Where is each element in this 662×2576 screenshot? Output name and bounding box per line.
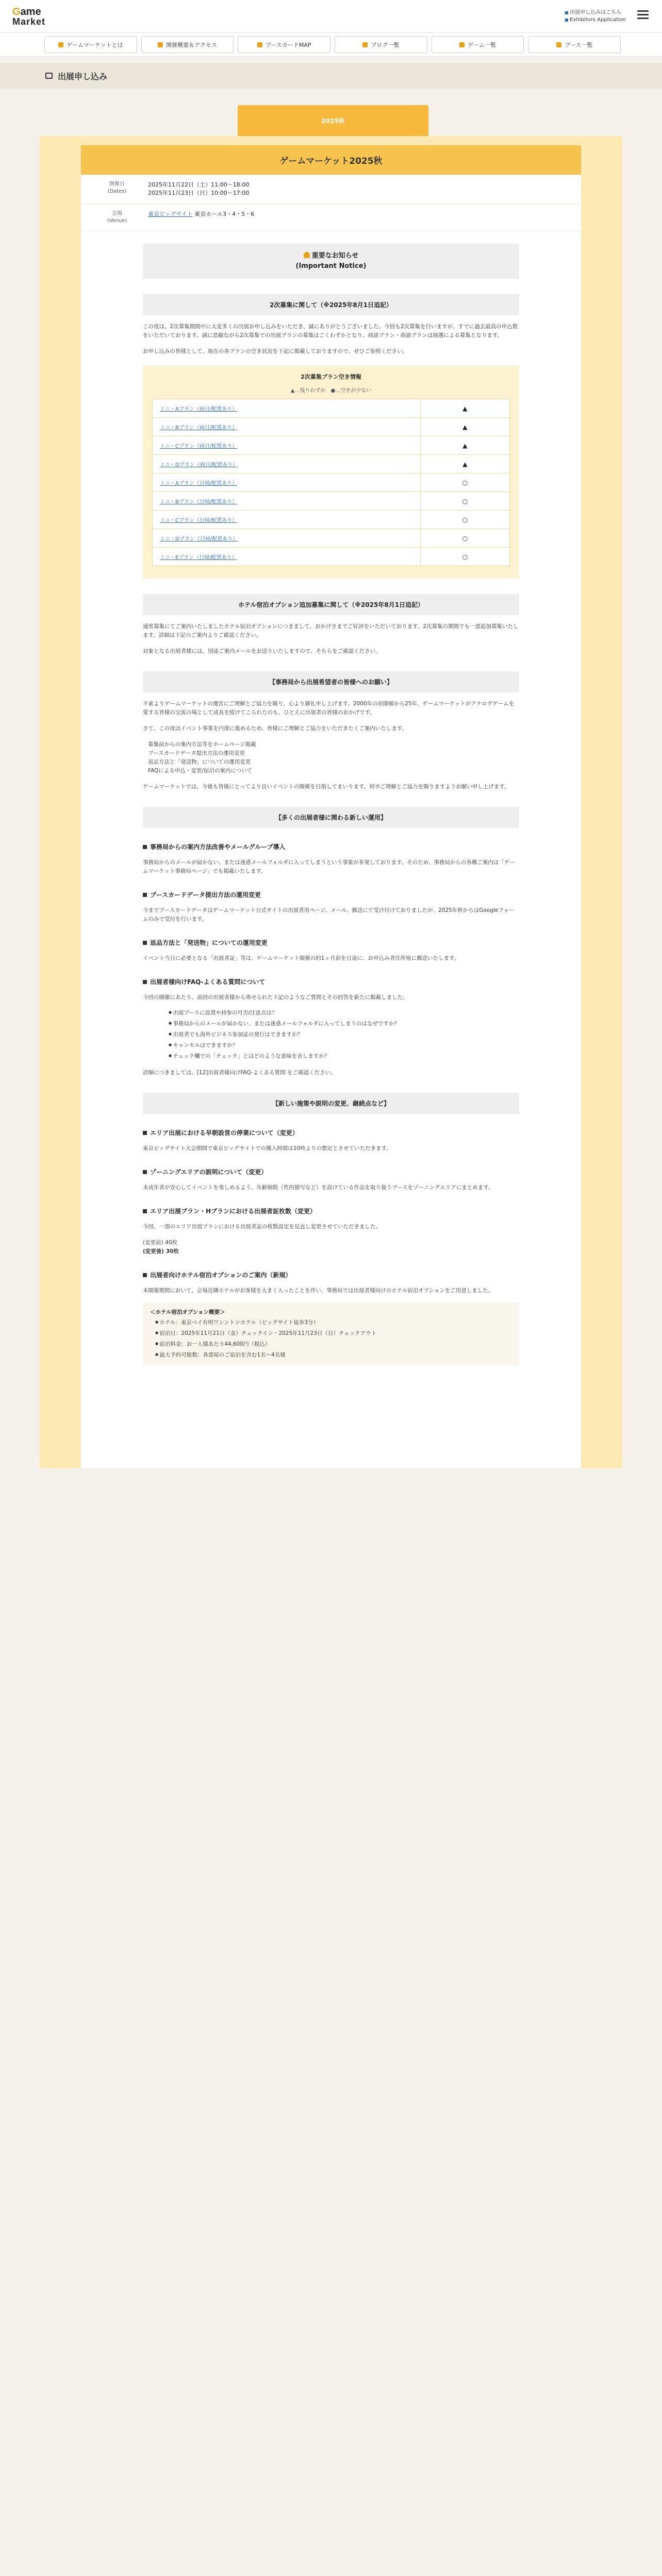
paragraph: 東京ビッグサイト大会期間で東京ビッグサイトでの搬入時間は10時よりの想定とさせていただきます。 bbox=[143, 1145, 392, 1151]
paragraph: ゲームマーケットでは、今後も皆様にとってより良いイベントの開催を目指してまいります。何卒ご理解とご協力を賜りますようお願い申し上げます。 bbox=[143, 784, 510, 790]
paragraph: お申し込みの皆様として、現在の各プランの空き状況を下記に掲載しておりますので、ぜひご参照ください。 bbox=[143, 348, 408, 354]
faq-item: ● 出展者でも海外ビジネス参加証の発行はできますか？ bbox=[169, 1029, 519, 1040]
site-header bbox=[0, 0, 662, 33]
section-heading: 【新しい施策や説明の変更、継続点など】 bbox=[143, 1093, 519, 1114]
page-title: 出展申し込み bbox=[58, 71, 108, 81]
tab-2025-autumn[interactable]: 2025秋 bbox=[238, 105, 428, 136]
hotel-item: ● 宿泊料金：お一人様あたり44,600円（税込） bbox=[155, 1338, 512, 1349]
list-item: ブースカードデータ提出方法の運用変更 bbox=[148, 750, 245, 756]
plan-table bbox=[152, 399, 510, 566]
faq-item: ● 出展ブースに設置や持参の可否/注意点は？ bbox=[169, 1007, 519, 1018]
list-item: 返品方法と「発送物」についての運用変更 bbox=[148, 759, 251, 765]
paragraph: この度は、2次募集期間中に大変多くの出展お申し込みをいただき、誠にありがとうございました。今回も2次募集を行いますが、すでに過去最高の申込数をいただいております。誠に恐縮ながら2次募集での出展プランの募集はごくわずかとなり、商談プラン・商談プランは抽選による募集となります。 bbox=[143, 324, 518, 338]
subheading: エリア出展プラン・Hプランにおける出展者証枚数（変更） bbox=[143, 1207, 519, 1215]
section-second-recruitment bbox=[143, 294, 519, 579]
list-item: FAQによる申込・変更/宿泊の案内について bbox=[148, 768, 253, 774]
plan-link[interactable]: ミニ・Dプラン（日帰/配置あり） bbox=[153, 529, 421, 548]
table-row bbox=[153, 455, 510, 473]
plan-availability-box bbox=[143, 365, 519, 579]
table-row bbox=[153, 548, 510, 566]
paragraph: 今までブースカードデータはゲームマーケット公式サイトの出展者用ページ、メール、郵送にて受け付けておりましたが、2025年秋からはGoogleフォームのみで受付を行います。 bbox=[143, 907, 515, 922]
venue-halls: 東京ホール3・4・5・6 bbox=[194, 211, 255, 217]
subheading: 出展者様向けFAQ-よくある質問について bbox=[143, 977, 519, 986]
date-value: 2025年11月22日（土）11:00～18:00 bbox=[148, 181, 250, 188]
plan-status: ○ bbox=[420, 548, 509, 566]
section-request bbox=[143, 671, 519, 791]
logo-initial: G bbox=[12, 6, 21, 18]
table-row bbox=[153, 529, 510, 548]
subheading: 出展者向けホテル宿泊オプションのご案内（新規） bbox=[143, 1270, 519, 1279]
site-logo[interactable] bbox=[12, 5, 69, 28]
notice-title: 重要なお知らせ bbox=[311, 252, 359, 260]
plan-status: ○ bbox=[420, 492, 509, 511]
table-row bbox=[153, 399, 510, 418]
plan-link[interactable]: ミニ・Dプラン（両日/配置あり） bbox=[153, 455, 421, 473]
section-heading: 【事務局から出展希望者の皆様へのお願い】 bbox=[143, 671, 519, 692]
dates-label: 開催日 (Dates) bbox=[107, 181, 127, 194]
table-row bbox=[153, 492, 510, 511]
main-content bbox=[40, 89, 622, 1468]
table-row bbox=[153, 511, 510, 529]
logo-word-1: ame bbox=[20, 6, 41, 18]
main-nav bbox=[0, 33, 662, 57]
nav-label: ブース一覧 bbox=[565, 41, 593, 48]
nav-label: ブログ一覧 bbox=[371, 41, 400, 48]
plan-status: ○ bbox=[420, 473, 509, 492]
bell-icon bbox=[304, 252, 310, 258]
paragraph: 平素よりゲームマーケットの運営にご理解とご協力を賜り、心より御礼申し上げます。2000年の初開催から25年、ゲームマーケットがアナログゲームを愛する皆様の交流の場として成長を続けてこられたのも、ひとえに出展者の皆様のおかげです。 bbox=[143, 701, 515, 716]
venue-label: 会場 (Venue) bbox=[107, 211, 127, 224]
list-item: 募集前からの案内方法等をホームページ掲載 bbox=[148, 741, 256, 748]
hotel-item: ● 最大予約可能数：各部屋のご宿泊を含む1名～4名様 bbox=[155, 1349, 512, 1360]
nav-label: ゲーム一覧 bbox=[468, 41, 496, 48]
paragraph: 今回の開催にあたり、前回の出展者様から寄せられた下記のようなご質問とその回答を新たに掲載しました。 bbox=[143, 994, 408, 1001]
map-icon bbox=[257, 42, 262, 47]
section-new-operations bbox=[143, 807, 519, 1077]
dice-icon bbox=[459, 42, 465, 47]
nav-blogs[interactable] bbox=[335, 36, 427, 53]
list-item: (変更後) 30枚 bbox=[143, 1248, 179, 1255]
table-row bbox=[153, 436, 510, 455]
hamburger-menu-icon[interactable] bbox=[637, 10, 649, 20]
faq-note[interactable]: 詳細につきましては、[12]出展者様向けFAQ-よくある質問 をご確認ください。 bbox=[143, 1070, 336, 1076]
subheading: 返品方法と「発送物」についての運用変更 bbox=[143, 938, 519, 947]
notice-subtitle: (Important Notice) bbox=[295, 262, 367, 270]
nav-label: ゲームマーケットとは bbox=[67, 41, 123, 48]
venue-link[interactable]: 東京ビッグサイト bbox=[148, 211, 193, 217]
application-panel bbox=[40, 136, 622, 1468]
list-item: (変更前) 40枚 bbox=[143, 1240, 177, 1246]
section-heading: ホテル宿泊オプション追加募集に関して（※2025年8月1日追記） bbox=[143, 594, 519, 615]
date-value: 2025年11月23日（日）10:00～17:00 bbox=[148, 190, 250, 196]
nav-label: ブースカードMAP bbox=[265, 41, 311, 48]
faq-item: ● チェック欄での「チェック」とはどのような意味を表しますか？ bbox=[169, 1050, 519, 1061]
nav-booths[interactable] bbox=[528, 36, 621, 53]
paragraph: 今回、一部のエリア出展プランにおける出展者証の枚数設定を見直し変更させていただきました。 bbox=[143, 1224, 381, 1230]
paragraph: 未成年者が安心してイベントを楽しめるよう、年齢制限（性的描写など）を設けている作品を取り扱うブースをゾーニングエリアにまとめます。 bbox=[143, 1184, 494, 1191]
logo-word-2: Market bbox=[12, 16, 46, 27]
nav-about[interactable] bbox=[44, 36, 137, 53]
nav-boothmap[interactable] bbox=[238, 36, 330, 53]
subheading: ゾーニングエリアの説明について（変更） bbox=[143, 1167, 519, 1176]
nav-label: 開催概要＆アクセス bbox=[166, 41, 217, 48]
paragraph: 通常募集にてご案内いたしましたホテル宿泊オプションにつきまして、おかげさまでご好評をいただいております。2次募集の期間でも一部追加募集いたします。詳細は下記のご案内よりご確認ください。 bbox=[143, 623, 519, 638]
event-title: ゲームマーケット2025秋 bbox=[81, 145, 581, 175]
plan-link[interactable]: ミニ・Eプラン（日帰/配置あり） bbox=[153, 548, 421, 566]
table-row bbox=[153, 418, 510, 436]
calendar-icon bbox=[158, 42, 163, 47]
paragraph: 本開催期間において、会場近隣ホテルがお客様を大きく入ったことを伴い、事務局では出展者様向けのホテル宿泊オプションをご用意しました。 bbox=[143, 1287, 494, 1294]
table-row bbox=[153, 473, 510, 492]
paragraph: さて、この度はイベント事業を円滑に進めるため、皆様にご理解とご協力をいただきたくご案内いたします。 bbox=[143, 725, 408, 732]
exhibitor-links bbox=[565, 9, 626, 24]
plan-link[interactable]: ミニ・Cプラン（日帰/配置あり） bbox=[153, 511, 421, 529]
important-notice-header bbox=[143, 244, 519, 279]
paragraph: イベント当日に必要となる「出展者証」等は、ゲームマーケット開催の約1ヶ月前を目途に、お申込み者住所宛に郵送いたします。 bbox=[143, 955, 460, 961]
faq-item: ● 事務局からのメールが届かない、または迷惑メールフォルダに入ってしまうのはなぜですか？ bbox=[169, 1018, 519, 1029]
plan-status: ▲ bbox=[420, 436, 509, 455]
event-venue-row bbox=[81, 204, 581, 231]
plan-status: ▲ bbox=[420, 399, 509, 418]
exhibitor-link-ja[interactable]: ■ 出展申し込みはこちら bbox=[565, 9, 626, 16]
section-hotel-option bbox=[143, 594, 519, 656]
subheading: 事務局からの案内方法改善やメールグループ導入 bbox=[143, 842, 519, 851]
blog-icon bbox=[362, 42, 368, 47]
nav-games[interactable] bbox=[432, 36, 524, 53]
plan-link[interactable]: ミニ・Bプラン（日帰/配置あり） bbox=[153, 492, 421, 511]
application-icon bbox=[45, 73, 53, 79]
section-heading: 2次募集に関して（※2025年8月1日追記） bbox=[143, 294, 519, 315]
nav-access[interactable] bbox=[141, 36, 234, 53]
subheading: ブースカードデータ提出方法の運用変更 bbox=[143, 890, 519, 899]
hotel-item: ● 宿泊日：2025年11月21日（金）チェックイン・2025年11月23日（日）チェックアウト bbox=[155, 1328, 512, 1338]
plan-link[interactable]: ミニ・Bプラン（両日/配置あり） bbox=[153, 418, 421, 436]
paragraph: 事務局からのメールが届かない、または迷惑メールフォルダに入ってしまうという事象が多発しております。そのため、事務局からの各種ご案内は「ゲームマーケット事務局ページ」でも掲載いたします。 bbox=[143, 859, 515, 874]
exhibitor-link-en[interactable]: ■ Exhibitors Application bbox=[565, 16, 626, 24]
hotel-heading: ＜ホテル宿泊オプション概要＞ bbox=[150, 1309, 225, 1315]
faq-item: ● キャンセルはできますか？ bbox=[169, 1040, 519, 1050]
plan-status: ▲ bbox=[420, 455, 509, 473]
plan-box-title: 2次募集プラン空き情報 bbox=[301, 374, 361, 380]
plan-status: ▲ bbox=[420, 418, 509, 436]
plan-link[interactable]: ミニ・Aプラン（両日/配置あり） bbox=[153, 399, 421, 418]
list-icon bbox=[556, 42, 561, 47]
plan-status: ○ bbox=[420, 511, 509, 529]
info-icon bbox=[58, 42, 63, 47]
plan-status: ○ bbox=[420, 529, 509, 548]
page-title-bar bbox=[0, 63, 662, 89]
section-new-measures bbox=[143, 1093, 519, 1365]
hotel-item: ● ホテル：東京ベイ有明ワシントンホテル（ビッグサイト徒歩3分） bbox=[155, 1317, 512, 1328]
plan-legend: ▲…残りわずか ●…空きが少ない bbox=[290, 388, 372, 394]
hotel-option-box bbox=[143, 1302, 519, 1365]
paragraph: 対象となる出展者様には、別途ご案内メールをお送りいたしますので、そちらをご確認ください。 bbox=[143, 648, 381, 654]
section-heading: 【多くの出展者様に関わる新しい運用】 bbox=[143, 807, 519, 828]
plan-link[interactable]: ミニ・Cプラン（両日/配置あり） bbox=[153, 436, 421, 455]
event-dates-row bbox=[81, 175, 581, 204]
plan-link[interactable]: ミニ・Aプラン（日帰/配置あり） bbox=[153, 473, 421, 492]
subheading: エリア出展における早朝設営の停業について（変更） bbox=[143, 1128, 519, 1137]
